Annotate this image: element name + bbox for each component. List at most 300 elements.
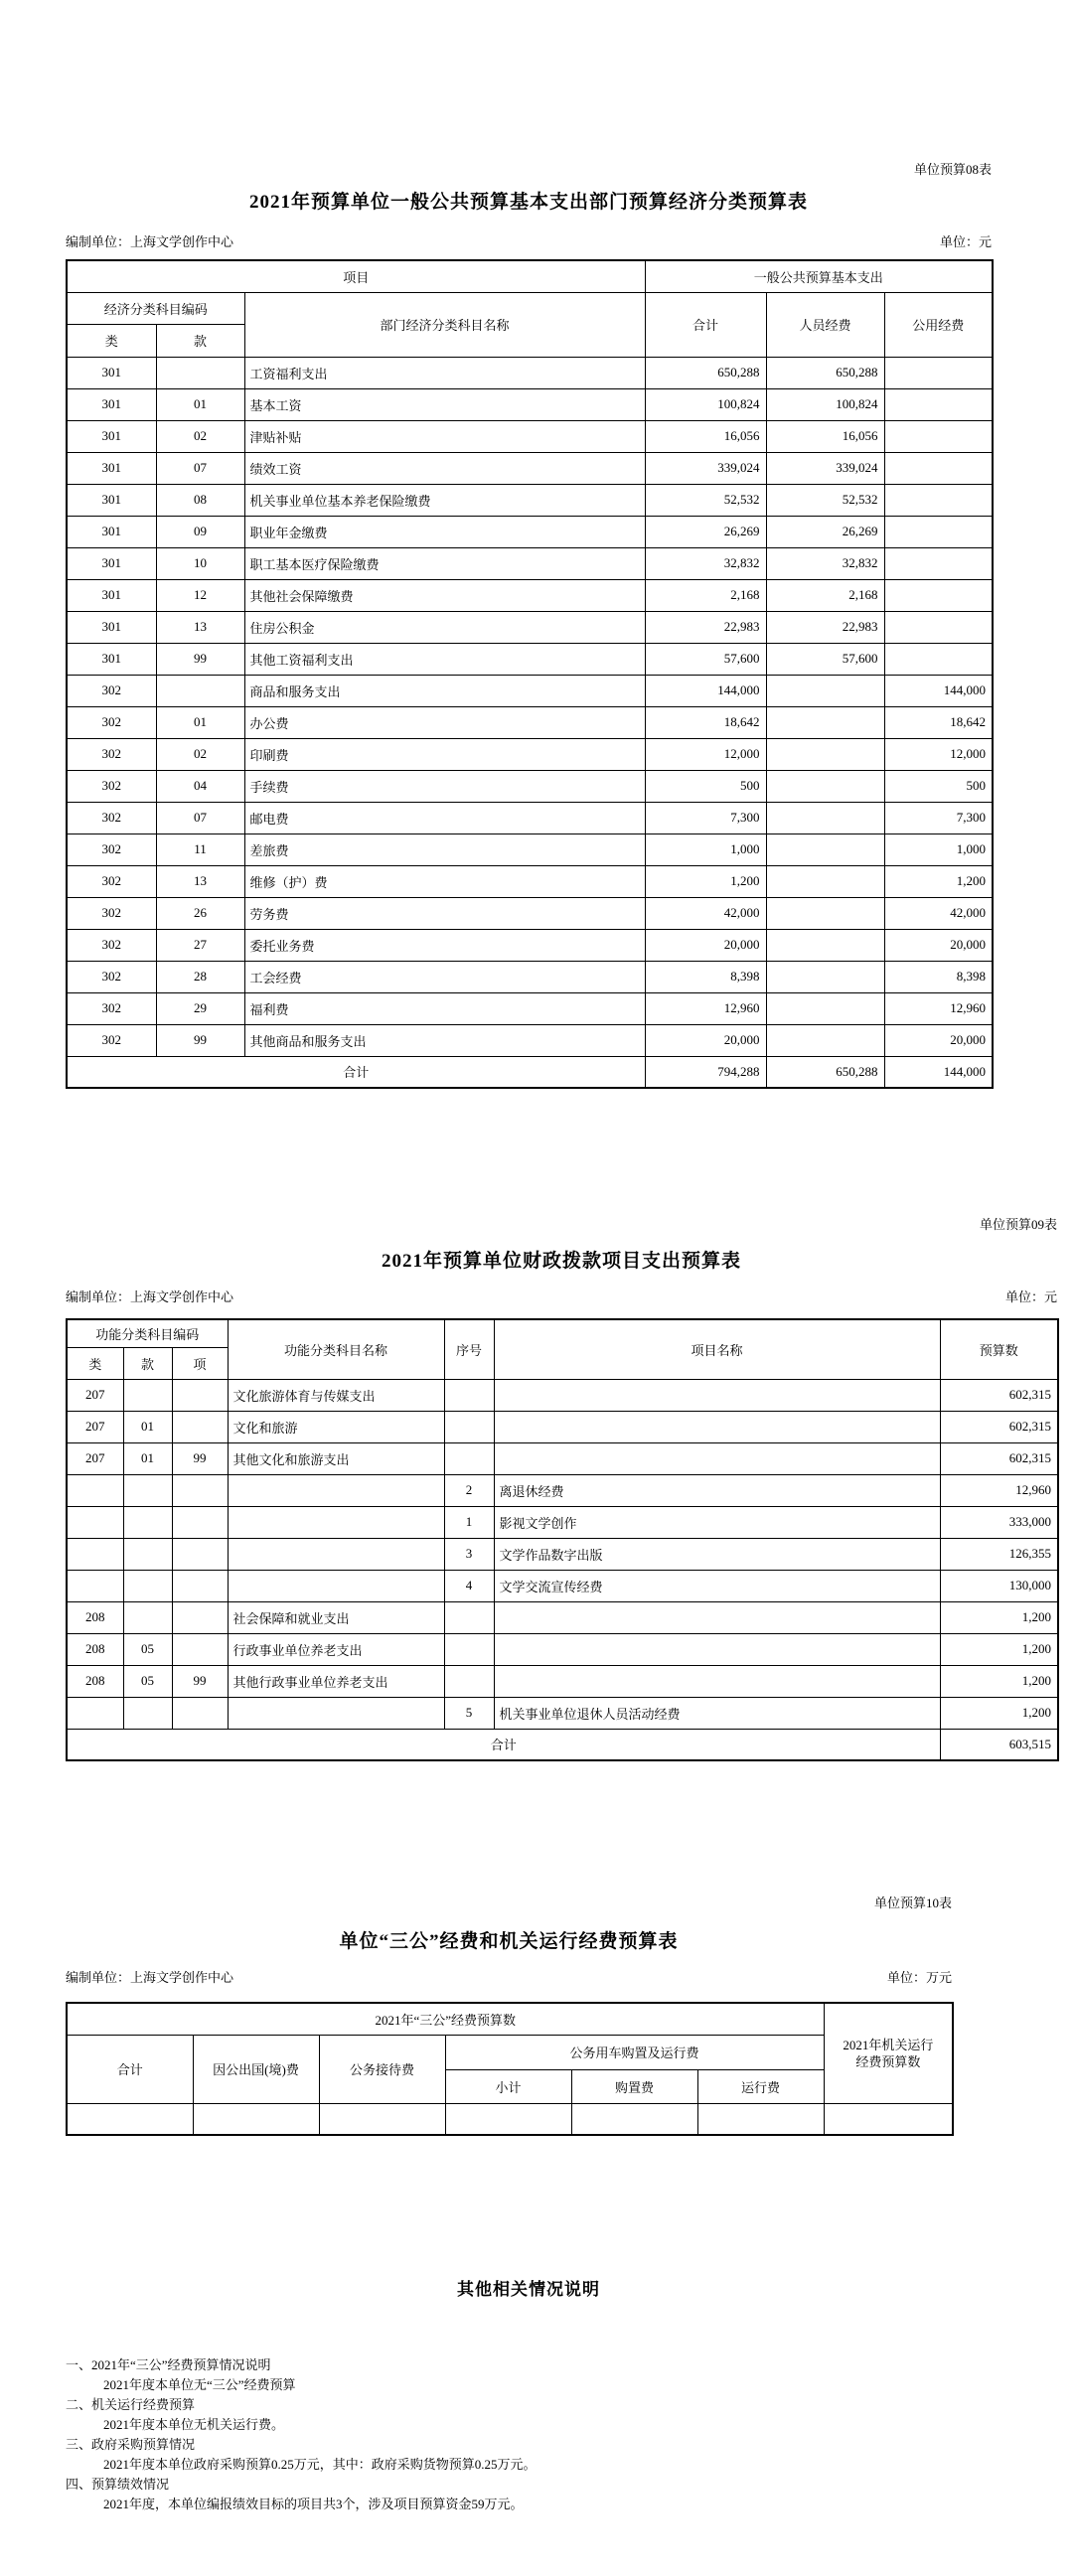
header-row [67, 2003, 953, 2035]
table-row [67, 738, 993, 770]
table-cell: 差旅费 [244, 833, 645, 865]
table-09-section [66, 1214, 1057, 1761]
table-cell: 1,200 [940, 1633, 1058, 1665]
table-cell: 16,056 [645, 420, 766, 452]
table-cell [766, 992, 884, 1024]
table-cell [494, 1379, 940, 1411]
table-cell: 333,000 [940, 1506, 1058, 1538]
table-cell [123, 1474, 172, 1506]
table-cell [444, 1442, 494, 1474]
table-cell: 650,288 [766, 357, 884, 388]
header-operating: 2021年机关运行经费预算数 [824, 2003, 953, 2103]
table-cell: 文化旅游体育与传媒支出 [228, 1379, 444, 1411]
header-seq: 序号 [444, 1319, 494, 1379]
total-public-value: 144,000 [884, 1056, 993, 1088]
header-code-group: 功能分类科目编码 [67, 1319, 228, 1347]
table-cell: 住房公积金 [244, 611, 645, 643]
table-cell [172, 1633, 228, 1665]
table-cell: 福利费 [244, 992, 645, 1024]
table-cell [67, 1506, 123, 1538]
table-cell: 208 [67, 1601, 123, 1633]
header-row [67, 1319, 1058, 1347]
table-cell: 99 [156, 643, 244, 675]
table-row [67, 1411, 1058, 1442]
table-cell: 1,000 [645, 833, 766, 865]
table-cell: 602,315 [940, 1411, 1058, 1442]
table-cell: 办公费 [244, 706, 645, 738]
table-09-meta [66, 1287, 1057, 1305]
header-row [67, 292, 993, 324]
table-cell: 302 [67, 865, 156, 897]
table-cell: 42,000 [884, 897, 993, 929]
table-cell: 302 [67, 738, 156, 770]
table-cell [67, 1570, 123, 1601]
table-cell: 602,315 [940, 1442, 1058, 1474]
table-cell [156, 357, 244, 388]
table-cell [172, 1570, 228, 1601]
table-cell: 22,983 [645, 611, 766, 643]
table-cell: 18,642 [645, 706, 766, 738]
header-abroad: 因公出国(境)费 [193, 2035, 319, 2103]
table-cell [444, 1379, 494, 1411]
table-cell [172, 1601, 228, 1633]
header-row [67, 2035, 953, 2069]
table-cell: 社会保障和就业支出 [228, 1601, 444, 1633]
note-line: 2021年度本单位无“三公”经费预算 [103, 2377, 296, 2392]
table-cell [228, 1570, 444, 1601]
table-cell [571, 2103, 697, 2135]
table-cell [884, 357, 993, 388]
table-row [67, 706, 993, 738]
header-public: 公用经费 [884, 292, 993, 357]
header-name: 功能分类科目名称 [228, 1319, 444, 1379]
table-cell: 18,642 [884, 706, 993, 738]
table-row [67, 484, 993, 516]
table-cell: 207 [67, 1411, 123, 1442]
table-cell: 机关事业单位退休人员活动经费 [494, 1697, 940, 1729]
unit-label: 单位：元 [939, 234, 992, 249]
table-cell: 42,000 [645, 897, 766, 929]
note-line: 三、政府采购预算情况 [66, 2437, 196, 2452]
table-cell [228, 1538, 444, 1570]
budget-table-08 [66, 259, 994, 1089]
table-row [67, 1633, 1058, 1665]
note-line: 一、2021年“三公”经费预算情况说明 [66, 2357, 271, 2372]
table-cell: 20,000 [645, 929, 766, 961]
table-cell: 302 [67, 929, 156, 961]
header-sangong-group: 2021年“三公”经费预算数 [67, 2003, 824, 2035]
header-row [67, 260, 993, 292]
table-cell: 5 [444, 1697, 494, 1729]
table-cell: 文学作品数字出版 [494, 1538, 940, 1570]
table-cell: 05 [123, 1665, 172, 1697]
table-row [67, 1442, 1058, 1474]
table-cell [884, 611, 993, 643]
table-cell: 其他工资福利支出 [244, 643, 645, 675]
note-line: 2021年度本单位无机关运行费。 [103, 2417, 285, 2432]
table-cell [697, 2103, 824, 2135]
prepared-by-label: 编制单位：上海文学创作中心 [66, 234, 234, 249]
table-cell: 劳务费 [244, 897, 645, 929]
table-cell: 301 [67, 643, 156, 675]
sheet-label-09: 单位预算09表 [979, 1217, 1057, 1232]
header-section: 款 [123, 1347, 172, 1379]
total-label: 合计 [67, 1729, 940, 1760]
table-cell: 02 [156, 738, 244, 770]
table-cell: 207 [67, 1379, 123, 1411]
table-cell: 8,398 [645, 961, 766, 992]
table-cell [766, 897, 884, 929]
table-cell [228, 1697, 444, 1729]
table-cell: 144,000 [884, 675, 993, 706]
table-cell: 302 [67, 992, 156, 1024]
table-10-meta [66, 1967, 952, 1986]
header-code-group: 经济分类科目编码 [67, 292, 244, 324]
prepared-by-label: 编制单位：上海文学创作中心 [66, 1970, 234, 1985]
table-cell: 其他商品和服务支出 [244, 1024, 645, 1056]
table-row [67, 802, 993, 833]
sheet-label-08: 单位预算08表 [913, 162, 992, 177]
table-cell: 2,168 [766, 579, 884, 611]
table-cell: 302 [67, 706, 156, 738]
table-row [67, 992, 993, 1024]
table-cell [766, 929, 884, 961]
table-cell: 339,024 [645, 452, 766, 484]
table-row [67, 2103, 953, 2135]
table-cell [172, 1474, 228, 1506]
table-cell: 1,200 [940, 1697, 1058, 1729]
table-cell: 02 [156, 420, 244, 452]
table-cell: 13 [156, 611, 244, 643]
table-cell [172, 1538, 228, 1570]
table-row [67, 1665, 1058, 1697]
budget-table-09 [66, 1318, 1059, 1761]
table-cell: 208 [67, 1633, 123, 1665]
table-cell [123, 1379, 172, 1411]
table-row [67, 865, 993, 897]
table-cell [67, 1697, 123, 1729]
table-cell [494, 1665, 940, 1697]
table-row [67, 1379, 1058, 1411]
table-cell [766, 865, 884, 897]
table-cell [228, 1474, 444, 1506]
table-cell: 144,000 [645, 675, 766, 706]
prepared-by-label: 编制单位：上海文学创作中心 [66, 1289, 234, 1304]
table-cell: 10 [156, 547, 244, 579]
table-cell: 301 [67, 388, 156, 420]
table-row [67, 1024, 993, 1056]
table-cell: 12,000 [645, 738, 766, 770]
table-row [67, 579, 993, 611]
table-cell [444, 1665, 494, 1697]
table-cell: 12,960 [645, 992, 766, 1024]
table-cell: 99 [156, 1024, 244, 1056]
table-row [67, 770, 993, 802]
table-cell: 302 [67, 897, 156, 929]
table-cell: 3 [444, 1538, 494, 1570]
table-cell: 57,600 [645, 643, 766, 675]
table-cell: 301 [67, 611, 156, 643]
table-cell [766, 706, 884, 738]
table-cell: 8,398 [884, 961, 993, 992]
table-08-meta [66, 231, 992, 250]
table-row [67, 897, 993, 929]
table-row [67, 675, 993, 706]
total-value: 794,288 [645, 1056, 766, 1088]
table-cell [444, 1633, 494, 1665]
table-cell: 01 [156, 706, 244, 738]
table-cell [67, 2103, 193, 2135]
table-cell: 1,200 [884, 865, 993, 897]
table-10-title: 单位“三公”经费和机关运行经费预算表 [339, 1931, 679, 1952]
table-cell [444, 1601, 494, 1633]
table-cell: 文化和旅游 [228, 1411, 444, 1442]
header-amount-group: 一般公共预算基本支出 [645, 260, 993, 292]
table-cell: 500 [884, 770, 993, 802]
table-cell: 32,832 [645, 547, 766, 579]
table-cell: 手续费 [244, 770, 645, 802]
table-cell: 1,000 [884, 833, 993, 865]
table-cell [67, 1474, 123, 1506]
table-row [67, 929, 993, 961]
table-cell: 27 [156, 929, 244, 961]
table-cell: 商品和服务支出 [244, 675, 645, 706]
table-cell [228, 1506, 444, 1538]
table-cell [766, 770, 884, 802]
table-cell: 其他社会保障缴费 [244, 579, 645, 611]
table-cell: 12,960 [884, 992, 993, 1024]
table-cell: 500 [645, 770, 766, 802]
table-row [67, 452, 993, 484]
header-budget: 预算数 [940, 1319, 1058, 1379]
table-row [67, 388, 993, 420]
table-cell: 301 [67, 452, 156, 484]
table-row [67, 547, 993, 579]
table-cell [123, 1601, 172, 1633]
table-cell [766, 1024, 884, 1056]
table-cell: 机关事业单位基本养老保险缴费 [244, 484, 645, 516]
table-cell: 津贴补贴 [244, 420, 645, 452]
table-cell: 52,532 [766, 484, 884, 516]
unit-label: 单位：元 [1004, 1289, 1057, 1304]
table-cell [123, 1506, 172, 1538]
table-cell: 04 [156, 770, 244, 802]
table-cell: 29 [156, 992, 244, 1024]
table-cell: 1,200 [940, 1601, 1058, 1633]
table-cell: 2 [444, 1474, 494, 1506]
table-row [67, 1570, 1058, 1601]
table-cell [884, 388, 993, 420]
header-class: 类 [67, 324, 156, 357]
table-cell [172, 1379, 228, 1411]
table-cell: 2,168 [645, 579, 766, 611]
table-cell: 99 [172, 1442, 228, 1474]
table-cell: 绩效工资 [244, 452, 645, 484]
notes-section [66, 2275, 992, 2514]
budget-table-10 [66, 2002, 954, 2136]
table-cell [884, 579, 993, 611]
table-row [67, 643, 993, 675]
table-10-body [67, 2103, 953, 2135]
table-cell: 7,300 [884, 802, 993, 833]
table-cell: 离退休经费 [494, 1474, 940, 1506]
table-cell: 57,600 [766, 643, 884, 675]
table-cell: 339,024 [766, 452, 884, 484]
table-cell [766, 961, 884, 992]
table-cell: 26,269 [766, 516, 884, 547]
notes-list [66, 2355, 992, 2514]
table-cell: 工会经费 [244, 961, 645, 992]
table-cell: 1 [444, 1506, 494, 1538]
table-cell: 12,960 [940, 1474, 1058, 1506]
table-cell: 301 [67, 357, 156, 388]
header-vehicle-group: 公务用车购置及运行费 [445, 2035, 824, 2069]
table-cell: 11 [156, 833, 244, 865]
table-cell: 维修（护）费 [244, 865, 645, 897]
table-08-body [67, 357, 993, 1056]
header-total: 合计 [67, 2035, 193, 2103]
header-subtotal: 小计 [445, 2069, 571, 2103]
table-cell: 文学交流宣传经费 [494, 1570, 940, 1601]
table-cell: 邮电费 [244, 802, 645, 833]
table-row [67, 1601, 1058, 1633]
table-cell: 05 [123, 1633, 172, 1665]
table-cell: 100,824 [766, 388, 884, 420]
note-line: 2021年度，本单位编报绩效目标的项目共3个，涉及项目预算资金59万元。 [103, 2497, 524, 2511]
total-row [67, 1056, 993, 1088]
table-cell: 26 [156, 897, 244, 929]
table-cell: 其他行政事业单位养老支出 [228, 1665, 444, 1697]
header-project: 项目名称 [494, 1319, 940, 1379]
table-row [67, 833, 993, 865]
table-cell: 其他文化和旅游支出 [228, 1442, 444, 1474]
table-cell: 工资福利支出 [244, 357, 645, 388]
table-cell [172, 1411, 228, 1442]
table-cell [884, 420, 993, 452]
total-label: 合计 [67, 1056, 645, 1088]
table-cell: 01 [123, 1442, 172, 1474]
table-cell: 301 [67, 547, 156, 579]
table-cell [123, 1697, 172, 1729]
sheet-label-10: 单位预算10表 [873, 1895, 952, 1910]
header-name: 部门经济分类科目名称 [244, 292, 645, 357]
table-cell: 12 [156, 579, 244, 611]
table-cell [884, 643, 993, 675]
table-cell: 1,200 [645, 865, 766, 897]
table-cell: 20,000 [645, 1024, 766, 1056]
table-cell [172, 1697, 228, 1729]
table-cell [444, 1411, 494, 1442]
table-cell: 32,832 [766, 547, 884, 579]
table-cell: 08 [156, 484, 244, 516]
table-10-section [66, 1893, 952, 2136]
table-cell: 28 [156, 961, 244, 992]
table-row [67, 1474, 1058, 1506]
table-cell [766, 738, 884, 770]
header-item-group: 项目 [67, 260, 645, 292]
header-total: 合计 [645, 292, 766, 357]
table-cell: 302 [67, 675, 156, 706]
table-row [67, 516, 993, 547]
header-personnel: 人员经费 [766, 292, 884, 357]
table-cell: 行政事业单位养老支出 [228, 1633, 444, 1665]
header-item: 项 [172, 1347, 228, 1379]
table-cell [884, 452, 993, 484]
table-cell [494, 1411, 940, 1442]
table-cell: 20,000 [884, 929, 993, 961]
header-operation: 运行费 [697, 2069, 824, 2103]
header-section: 款 [156, 324, 244, 357]
table-cell: 302 [67, 833, 156, 865]
table-08-title: 2021年预算单位一般公共预算基本支出部门预算经济分类预算表 [248, 192, 808, 213]
table-cell [494, 1601, 940, 1633]
table-cell: 301 [67, 484, 156, 516]
table-cell: 207 [67, 1442, 123, 1474]
table-row [67, 1697, 1058, 1729]
table-cell: 影视文学创作 [494, 1506, 940, 1538]
table-cell: 650,288 [645, 357, 766, 388]
table-cell: 130,000 [940, 1570, 1058, 1601]
table-cell: 印刷费 [244, 738, 645, 770]
total-row [67, 1729, 1058, 1760]
table-cell [445, 2103, 571, 2135]
table-cell: 7,300 [645, 802, 766, 833]
table-cell: 602,315 [940, 1379, 1058, 1411]
table-row [67, 611, 993, 643]
table-09-title: 2021年预算单位财政拨款项目支出预算表 [381, 1251, 741, 1272]
total-personnel-value: 650,288 [766, 1056, 884, 1088]
note-line: 四、预算绩效情况 [66, 2477, 170, 2492]
table-cell: 208 [67, 1665, 123, 1697]
table-cell: 302 [67, 802, 156, 833]
table-row [67, 357, 993, 388]
table-cell [766, 675, 884, 706]
table-cell: 委托业务费 [244, 929, 645, 961]
table-cell: 52,532 [645, 484, 766, 516]
table-cell [67, 1538, 123, 1570]
table-cell [123, 1538, 172, 1570]
note-line: 2021年度本单位政府采购预算0.25万元，其中：政府采购货物预算0.25万元。 [103, 2457, 537, 2472]
table-cell [766, 833, 884, 865]
table-cell: 99 [172, 1665, 228, 1697]
table-row [67, 961, 993, 992]
table-cell [172, 1506, 228, 1538]
table-cell: 100,824 [645, 388, 766, 420]
note-line: 二、机关运行经费预算 [66, 2397, 196, 2412]
table-cell: 20,000 [884, 1024, 993, 1056]
table-cell: 13 [156, 865, 244, 897]
notes-title: 其他相关情况说明 [457, 2280, 600, 2299]
table-cell: 26,269 [645, 516, 766, 547]
table-cell [884, 547, 993, 579]
table-cell: 126,355 [940, 1538, 1058, 1570]
header-purchase: 购置费 [571, 2069, 697, 2103]
table-cell [494, 1442, 940, 1474]
table-cell: 12,000 [884, 738, 993, 770]
table-cell [193, 2103, 319, 2135]
table-row [67, 420, 993, 452]
table-cell [156, 675, 244, 706]
table-cell: 07 [156, 802, 244, 833]
table-cell [884, 484, 993, 516]
table-cell: 22,983 [766, 611, 884, 643]
table-cell: 07 [156, 452, 244, 484]
table-row [67, 1506, 1058, 1538]
table-cell [824, 2103, 953, 2135]
table-cell: 302 [67, 770, 156, 802]
table-08-section [66, 159, 992, 1089]
table-cell: 301 [67, 420, 156, 452]
